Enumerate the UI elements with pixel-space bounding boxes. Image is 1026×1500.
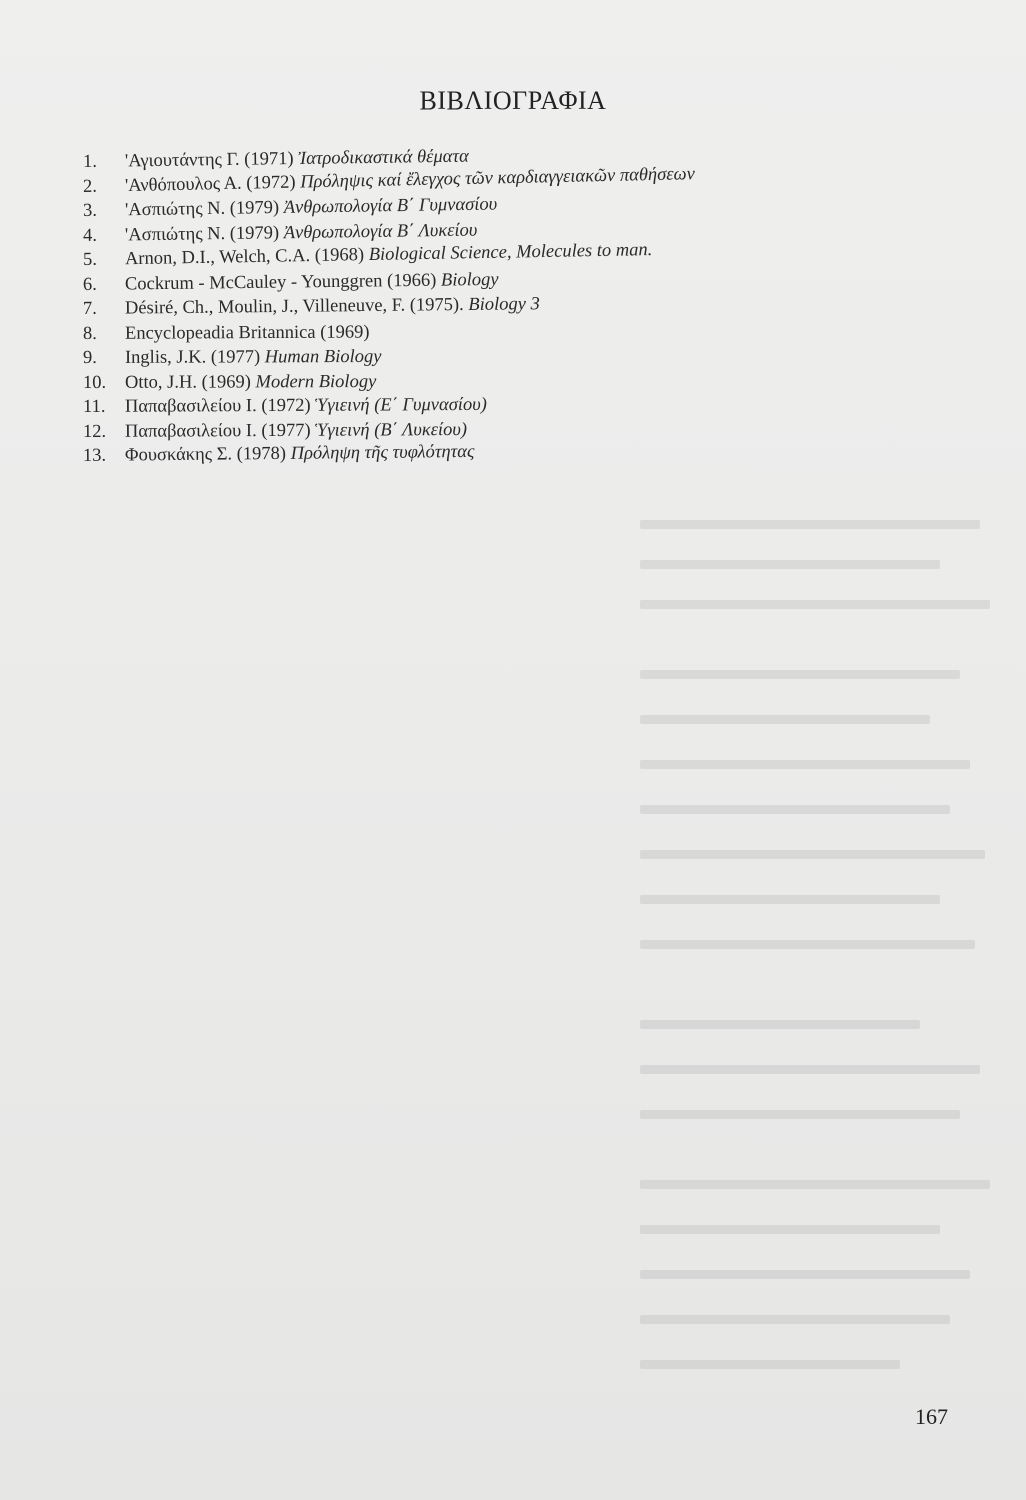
reference-number: 3.: [82, 200, 98, 221]
reference-title: Ὑγιεινή (Ε΄ Γυμνασίου): [315, 394, 487, 416]
reference-title: Πρόληψη τῆς τυφλότητας: [290, 441, 475, 464]
reference-title: Ὑγιεινή (Β΄ Λυκείου): [315, 419, 468, 441]
reference-number: 8.: [82, 323, 97, 344]
reference-item: [83, 343, 963, 371]
reference-author: Παπαβασιλείου Ι. (1977): [124, 420, 311, 442]
reference-number: 12.: [82, 421, 107, 442]
bibliography-heading: ΒΙΒΛΙΟΓΡΑΦΙΑ: [419, 86, 607, 115]
reference-number: 7.: [82, 298, 97, 319]
reference-author: 'Αγιουτάντης Γ. (1971): [124, 149, 294, 172]
reference-number: 1.: [82, 151, 98, 172]
reference-author: Encyclopeadia Britannica (1969): [124, 321, 370, 344]
show-through-text: [640, 520, 1000, 1380]
reference-title: Ἰατροδικαστικά θέματα: [298, 146, 469, 169]
reference-author: Inglis, J.K. (1977): [124, 347, 261, 368]
page-number: 167: [915, 1404, 948, 1429]
reference-author: Arnon, D.I., Welch, C.A. (1968): [124, 245, 365, 270]
reference-list: [82, 146, 963, 469]
reference-author: Cockrum - McCauley - Younggren (1966): [124, 270, 437, 294]
reference-title: Human Biology: [264, 346, 382, 368]
reference-author: Désiré, Ch., Moulin, J., Villeneuve, F. (1975).: [124, 295, 464, 319]
reference-title: Ἀνθρωπολογία Β΄ Γυμνασίου: [283, 194, 498, 218]
reference-author: Παπαβασιλείου Ι. (1972): [124, 395, 311, 417]
reference-number: 5.: [82, 249, 98, 270]
reference-author: 'Ασπιώτης Ν. (1979): [124, 222, 280, 245]
reference-number: 6.: [82, 274, 97, 295]
reference-author: 'Ανθόπουλος Α. (1972): [124, 172, 296, 196]
reference-title: Biological Science, Molecules to man.: [368, 240, 653, 266]
reference-author: Φουσκάκης Σ. (1978): [124, 443, 287, 466]
reference-number: 2.: [82, 176, 98, 197]
reference-author: 'Ασπιώτης Ν. (1979): [124, 197, 280, 221]
reference-title: Biology 3: [468, 294, 540, 315]
reference-number: 10.: [82, 372, 107, 393]
reference-number: 4.: [82, 225, 98, 246]
reference-title: Biology: [440, 269, 499, 291]
reference-item: [83, 317, 963, 346]
reference-title: Ἀνθρωπολογία Β΄ Λυκείου: [283, 219, 478, 243]
reference-number: 9.: [82, 347, 97, 368]
reference-number: 13.: [82, 445, 107, 466]
reference-title: Πρόληψις καί ἔλεγχος τῶν καρδιαγγειακῶν παθήσεων: [300, 163, 696, 192]
reference-number: 11.: [82, 396, 106, 417]
reference-author: Otto, J.H. (1969): [124, 371, 251, 393]
reference-title: Modern Biology: [255, 371, 377, 392]
